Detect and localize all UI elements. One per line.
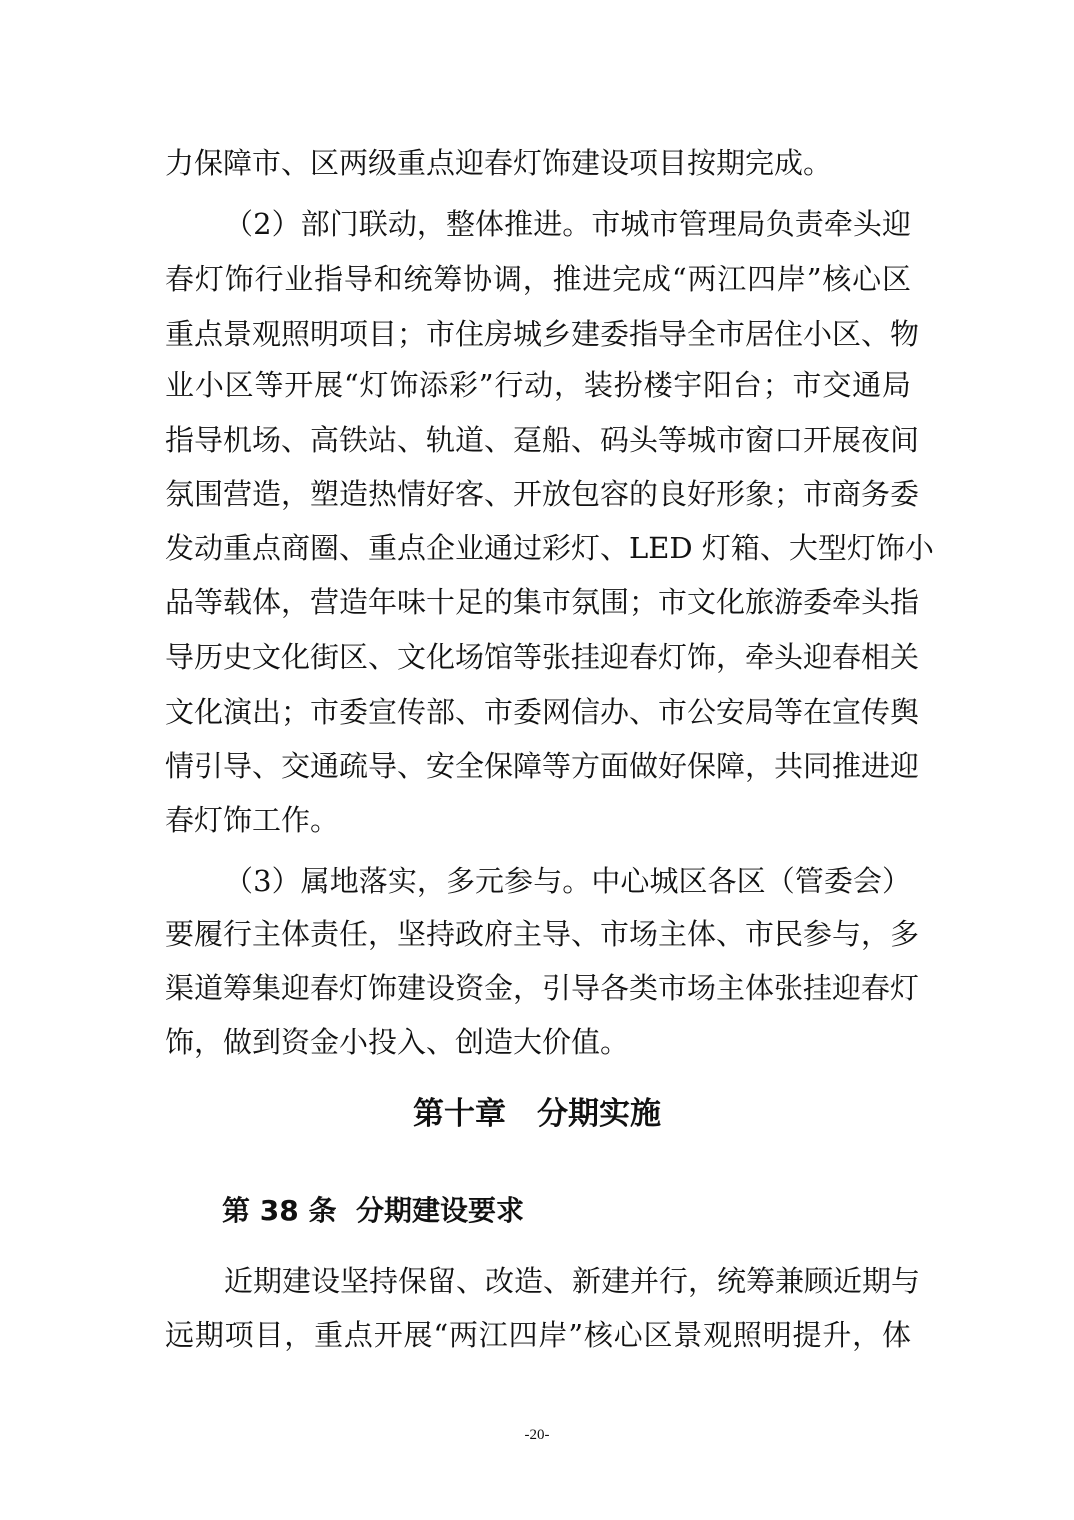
body-line-10: 导历史文化街区、文化场馆等张挂迎春灯饰，牵头迎春相关 <box>165 640 920 674</box>
body-line-13: 春灯饰工作。 <box>165 803 340 837</box>
body-line-19: 远期项目，重点开展“两江四岸”核心区景观照明提升，体 <box>165 1318 911 1352</box>
body-line-17: 饰，做到资金小投入、创造大价值。 <box>165 1025 630 1059</box>
body-line-14: （3）属地落实，多元参与。中心城区各区（管委会） <box>224 864 911 898</box>
article-title: 第 38 条 分期建设要求 <box>222 1194 524 1227</box>
chapter-title: 第十章 分期实施 <box>413 1096 661 1132</box>
body-line-3: 春灯饰行业指导和统筹协调，推进完成“两江四岸”核心区 <box>165 262 911 296</box>
body-line-18: 近期建设坚持保留、改造、新建并行，统筹兼顾近期与 <box>224 1264 921 1298</box>
body-line-9: 品等载体，营造年味十足的集市氛围；市文化旅游委牵头指 <box>165 585 920 619</box>
body-line-2: （2）部门联动，整体推进。市城市管理局负责牵头迎 <box>224 207 911 241</box>
body-line-7: 氛围营造，塑造热情好客、开放包容的良好形象；市商务委 <box>165 477 920 511</box>
body-line-1: 力保障市、区两级重点迎春灯饰建设项目按期完成。 <box>165 146 833 180</box>
body-line-15: 要履行主体责任，坚持政府主导、市场主体、市民参与，多 <box>165 917 920 951</box>
body-line-8: 发动重点商圈、重点企业通过彩灯、LED 灯箱、大型灯饰小 <box>165 531 934 565</box>
body-line-4: 重点景观照明项目；市住房城乡建委指导全市居住小区、物 <box>165 317 920 351</box>
page-number: -20- <box>524 1427 550 1443</box>
body-line-11: 文化演出；市委宣传部、市委网信办、市公安局等在宣传舆 <box>165 695 920 729</box>
body-line-16: 渠道筹集迎春灯饰建设资金，引导各类市场主体张挂迎春灯 <box>165 971 920 1005</box>
body-line-5: 业小区等开展“灯饰添彩”行动，装扮楼宇阳台；市交通局 <box>165 368 911 402</box>
body-line-12: 情引导、交通疏导、安全保障等方面做好保障，共同推进迎 <box>165 749 920 783</box>
body-line-6: 指导机场、高铁站、轨道、趸船、码头等城市窗口开展夜间 <box>165 423 920 457</box>
